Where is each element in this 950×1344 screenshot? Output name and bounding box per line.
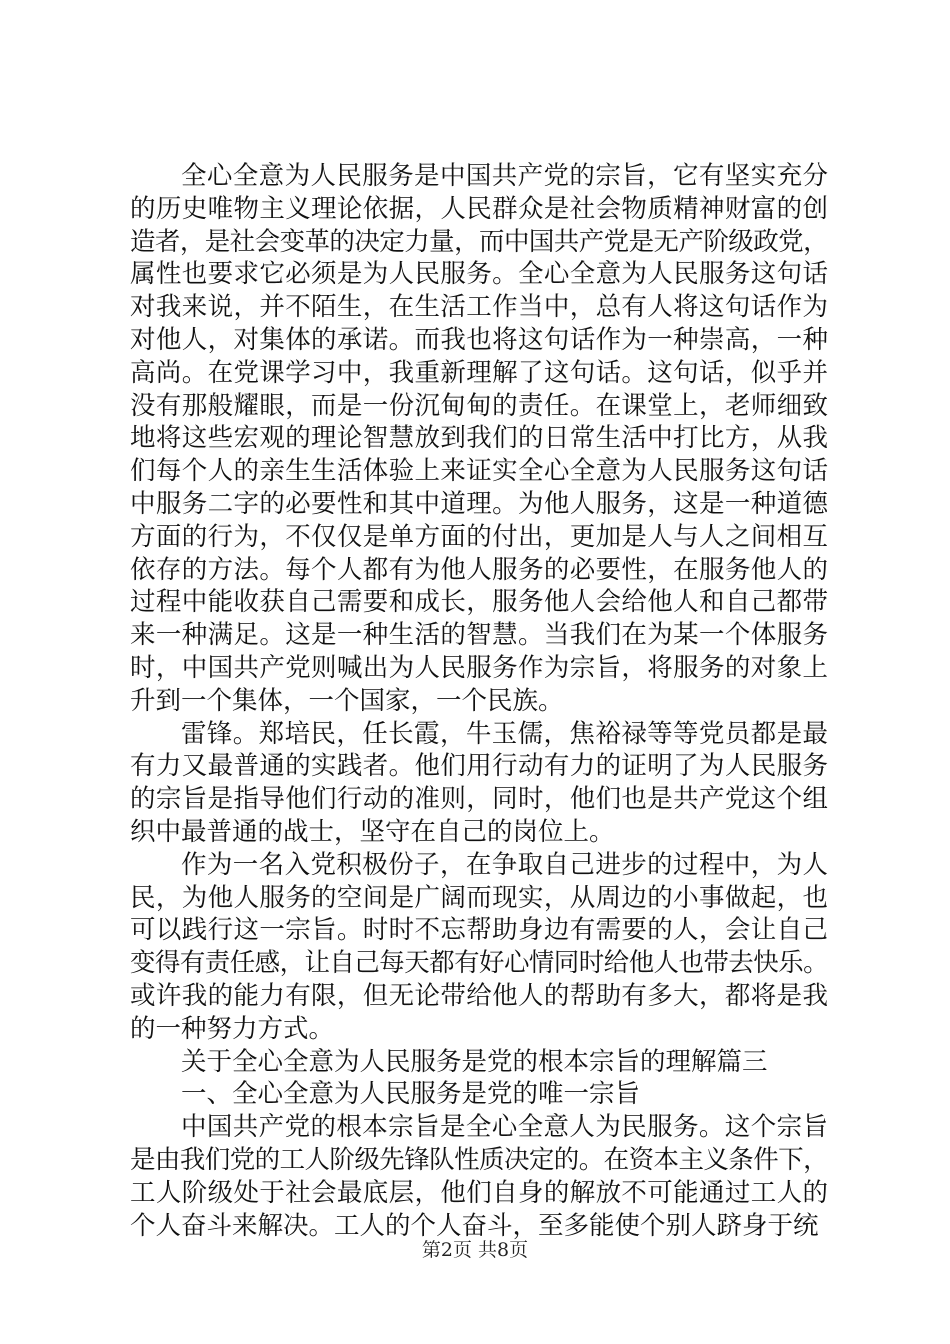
- paragraph-p4: [130, 1046, 828, 1079]
- document-body: [130, 160, 828, 1242]
- text-line: 有力又最普通的实践者。他们用行动有力的证明了为人民服务: [130, 751, 828, 782]
- text-line: 的历史唯物主义理论依据，人民群众是社会物质精神财富的创: [130, 193, 828, 224]
- text-line: 民，为他人服务的空间是广阔而现实，从周边的小事做起，也: [130, 882, 828, 913]
- paragraph-p3: [130, 849, 828, 1046]
- text-line: 一、全心全意为人民服务是党的唯一宗旨: [181, 1079, 641, 1110]
- text-line: 可以践行这一宗旨。时时不忘帮助身边有需要的人，会让自己: [130, 915, 828, 946]
- text-line: 中国共产党的根本宗旨是全心全意人为民服务。这个宗旨: [181, 1112, 828, 1143]
- text-line: 织中最普通的战士，坚守在自己的岗位上。: [130, 816, 615, 847]
- text-line: 对我来说，并不陌生，在生活工作当中，总有人将这句话作为: [130, 292, 828, 323]
- text-line: 造者，是社会变革的决定力量，而中国共产党是无产阶级政党，: [130, 226, 828, 257]
- text-line: 中服务二字的必要性和其中道理。为他人服务，这是一种道德: [130, 488, 828, 519]
- paragraph-p5: [130, 1078, 828, 1111]
- text-line: 或许我的能力有限，但无论带给他人的帮助有多大，都将是我: [130, 980, 828, 1011]
- text-line: 对他人，对集体的承诺。而我也将这句话作为一种崇高，一种: [130, 324, 828, 355]
- text-line: 的宗旨是指导他们行动的准则，同时，他们也是共产党这个组: [130, 784, 828, 815]
- page-footer: 第2页 共8页: [421, 1239, 529, 1261]
- text-line: 作为一名入党积极份子，在争取自己进步的过程中，为人: [181, 849, 828, 880]
- text-line: 依存的方法。每个人都有为他人服务的必要性，在服务他人的: [130, 554, 828, 585]
- text-line: 们每个人的亲生生活体验上来证实全心全意为人民服务这句话: [130, 456, 828, 487]
- text-line: 是由我们党的工人阶级先锋队性质决定的。在资本主义条件下，: [130, 1144, 828, 1175]
- paragraph-p2: [130, 718, 828, 849]
- text-line: 过程中能收获自己需要和成长，服务他人会给他人和自己都带: [130, 587, 828, 618]
- text-line: 时，中国共产党则喊出为人民服务作为宗旨，将服务的对象上: [130, 652, 828, 683]
- text-line: 属性也要求它必须是为人民服务。全心全意为人民服务这句话: [130, 259, 828, 290]
- text-line: 雷锋。郑培民，任长霞，牛玉儒，焦裕禄等等党员都是最: [181, 718, 828, 749]
- text-line: 变得有责任感，让自己每天都有好心情同时给他人也带去快乐。: [130, 948, 828, 979]
- text-line: 来一种满足。这是一种生活的智慧。当我们在为某一个体服务: [130, 620, 828, 651]
- text-line: 工人阶级处于社会最底层，他们自身的解放不可能通过工人的: [130, 1177, 828, 1208]
- text-line: 地将这些宏观的理论智慧放到我们的日常生活中打比方，从我: [130, 423, 828, 454]
- text-line: 个人奋斗来解决。工人的个人奋斗，至多能使个别人跻身于统: [130, 1210, 819, 1241]
- text-line: 全心全意为人民服务是中国共产党的宗旨，它有坚实充分: [181, 161, 828, 191]
- text-line: 高尚。在党课学习中，我重新理解了这句话。这句话，似乎并: [130, 357, 828, 388]
- paragraph-p6: [130, 1111, 828, 1242]
- text-line: 关于全心全意为人民服务是党的根本宗旨的理解篇三: [181, 1046, 768, 1077]
- text-line: 升到一个集体，一个国家，一个民族。: [130, 685, 564, 716]
- text-line: 方面的行为，不仅仅是单方面的付出，更加是人与人之间相互: [130, 521, 828, 552]
- text-line: 的一种努力方式。: [130, 1013, 335, 1044]
- text-line: 没有那般耀眼，而是一份沉甸甸的责任。在课堂上，老师细致: [130, 390, 828, 421]
- paragraph-p1: [130, 160, 828, 718]
